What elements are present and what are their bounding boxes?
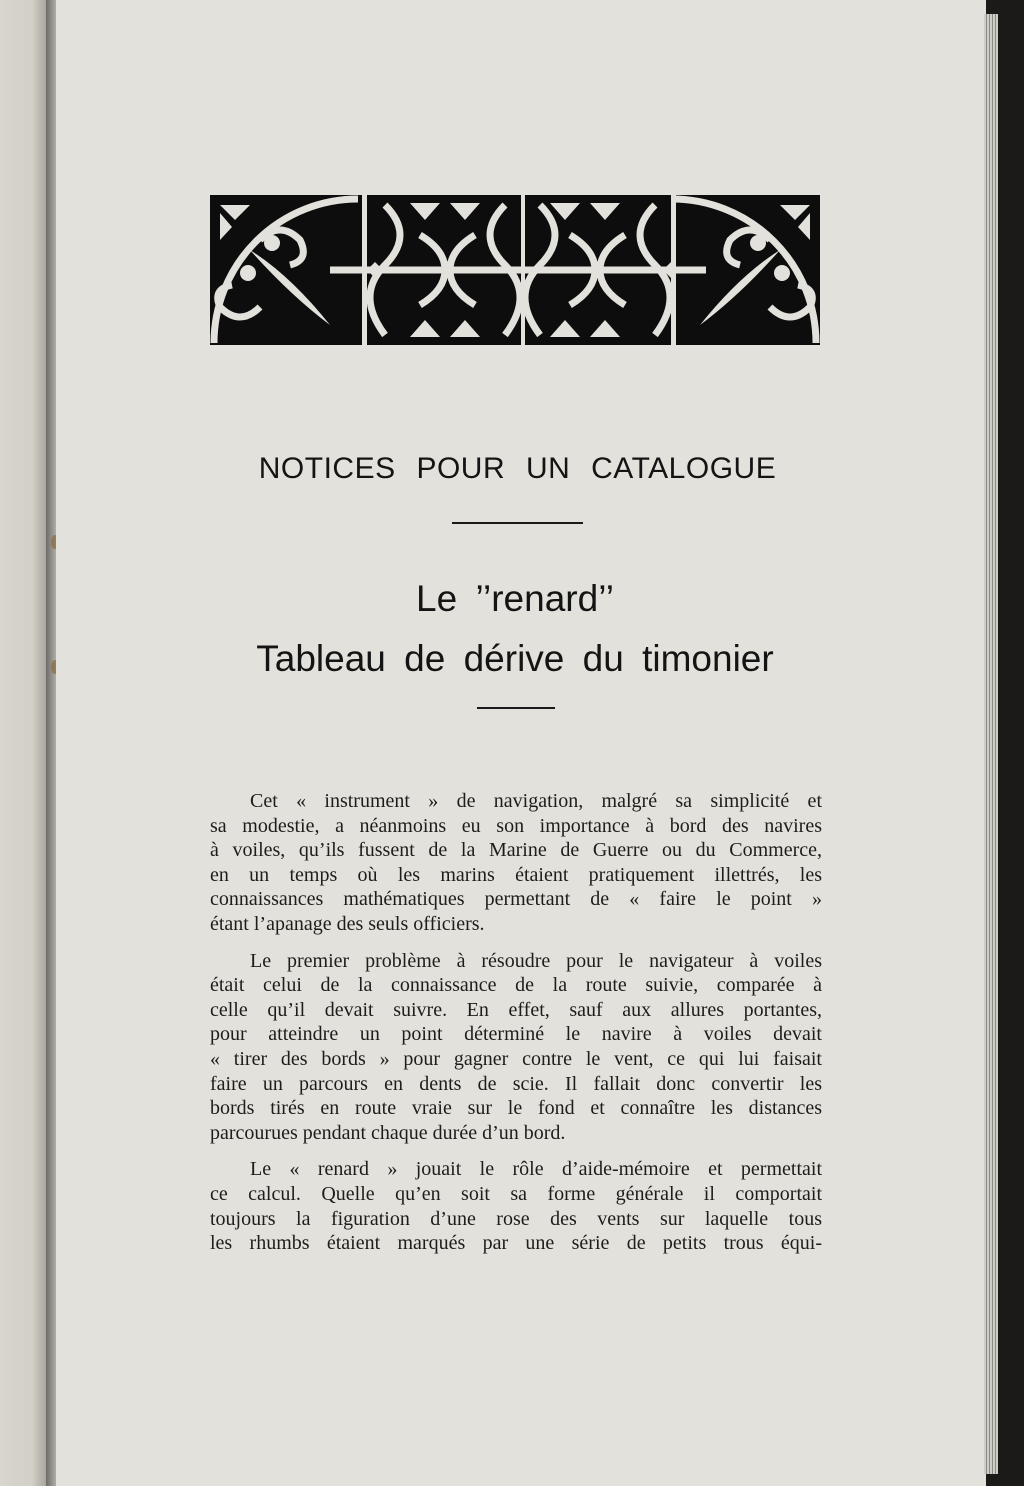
text-line: les rhumbs étaient marqués par une série de petits trous équi- [210,1232,822,1255]
text-line: bords tirés en route vraie sur le fond et connaître les distances [210,1097,822,1120]
text-line: « tirer des bords » pour gagner contre le vent, ce qui lui faisait [210,1047,822,1070]
paragraph [210,1157,822,1255]
text-line: Le premier problème à résoudre pour le navigateur à voiles [250,949,822,972]
divider [477,707,555,709]
text-line: en un temps où les marins étaient pratiquement illettrés, les [210,863,822,886]
facing-page-edge [0,0,46,1486]
page-edges [984,14,998,1474]
divider [452,522,583,524]
text-line: était celui de la connaissance de la route suivie, comparée à [210,974,822,997]
text-line: faire un parcours en dents de scie. Il fallait donc convertir les [210,1072,822,1095]
text-line: ce calcul. Quelle qu’en soit sa forme générale il comportait [210,1182,822,1205]
paragraph [210,789,822,937]
text-line: étant l’apanage des seuls officiers. [210,912,485,935]
text-line: celle qu’il devait suivre. En effet, sauf aux allures portantes, [210,998,822,1021]
article-body [210,789,822,1268]
article-title-line-2: Tableau de dérive du timonier [256,638,774,679]
paragraph [210,949,822,1146]
section-title: NOTICES POUR UN CATALOGUE [258,452,777,485]
text-line: sa modestie, a néanmoins eu son importance à bord des navires [210,814,822,837]
article-title-line-1: Le ’’renard’’ [416,578,614,619]
text-line: connaissances mathématiques permettant de « faire le point » [210,888,822,911]
text-line: Le « renard » jouait le rôle d’aide-mémoire et permettait [250,1158,822,1181]
text-line: Cet « instrument » de navigation, malgré sa simplicité et [250,790,822,812]
text-line: à voiles, qu’ils fussent de la Marine de Guerre ou du Commerce, [210,839,822,862]
text-line: parcourues pendant chaque durée d’un bord. [210,1121,566,1144]
decorative-ornament-banner [210,195,820,345]
text-line: pour atteindre un point déterminé le navire à voiles devait [210,1023,822,1046]
text-line: toujours la figuration d’une rose des vents sur laquelle tous [210,1207,822,1230]
